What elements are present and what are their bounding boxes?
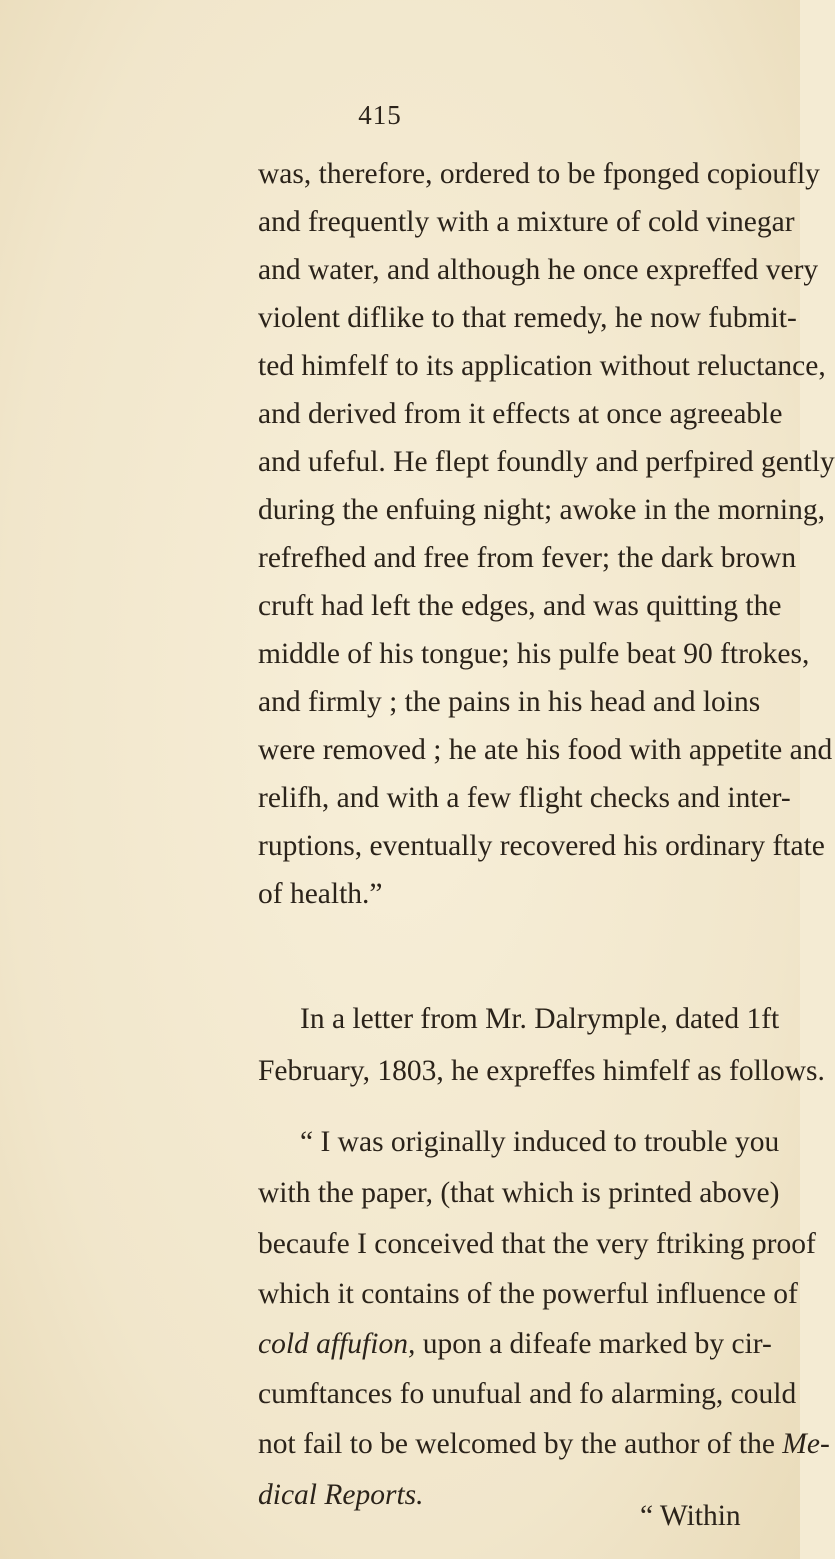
text-line: was, therefore, ordered to be fponged copioufly <box>258 158 820 190</box>
text-line: cruft had left the edges, and was quitting the <box>258 590 782 622</box>
text-line: relifh, and with a few flight checks and inter- <box>258 782 791 814</box>
text-line: violent diflike to that remedy, he now fubmit- <box>258 302 797 334</box>
text-line: and frequently with a mixture of cold vinegar <box>258 206 795 238</box>
text-line: of health.” <box>258 878 383 910</box>
text-line: ruptions, eventually recovered his ordinary ftate <box>258 830 825 862</box>
text-line <box>258 1481 424 1511</box>
text-line: and firmly ; the pains in his head and loins <box>258 686 761 718</box>
text-line: and derived from it effects at once agreeable <box>258 398 783 430</box>
text-line: becaufe I conceived that the very ftriking proof <box>258 1228 816 1260</box>
text-line: with the paper, (that which is printed above) <box>258 1177 780 1209</box>
text-line: “ I was originally induced to trouble you <box>300 1126 780 1158</box>
text-fragment: not fail to be welcomed by the author of the <box>258 1428 783 1460</box>
italic-phrase: cold affufion, <box>258 1328 416 1360</box>
text-line: were removed ; he ate his food with appetite and <box>258 734 833 766</box>
text-line <box>258 1430 830 1460</box>
text-line: ted himfelf to its application without reluctance, <box>258 350 826 382</box>
text-line: cumftances fo unufual and fo alarming, could <box>258 1378 797 1410</box>
text-line: refrefhed and free from fever; the dark brown <box>258 542 797 574</box>
text-line: middle of his tongue; his pulfe beat 90 ftrokes, <box>258 638 810 670</box>
text-line: February, 1803, he expreffes himfelf as follows. <box>258 1055 825 1087</box>
text-line: which it contains of the powerful influence of <box>258 1278 798 1310</box>
text-line: and water, and although he once expreffed very <box>258 254 819 286</box>
text-fragment: upon a difeafe marked by cir- <box>415 1328 772 1360</box>
text-line: during the enfuing night; awoke in the morning, <box>258 494 825 526</box>
text-line <box>258 1330 772 1360</box>
text-line: In a letter from Mr. Dalrymple, dated 1ft <box>300 1003 780 1035</box>
page-number: 415 <box>358 100 402 130</box>
text-line: and ufeful. He flept foundly and perfpired gently <box>258 446 835 478</box>
italic-phrase: Me- <box>782 1428 830 1460</box>
italic-phrase: dical Reports. <box>258 1479 424 1511</box>
catchword: “ Within <box>640 1500 741 1532</box>
